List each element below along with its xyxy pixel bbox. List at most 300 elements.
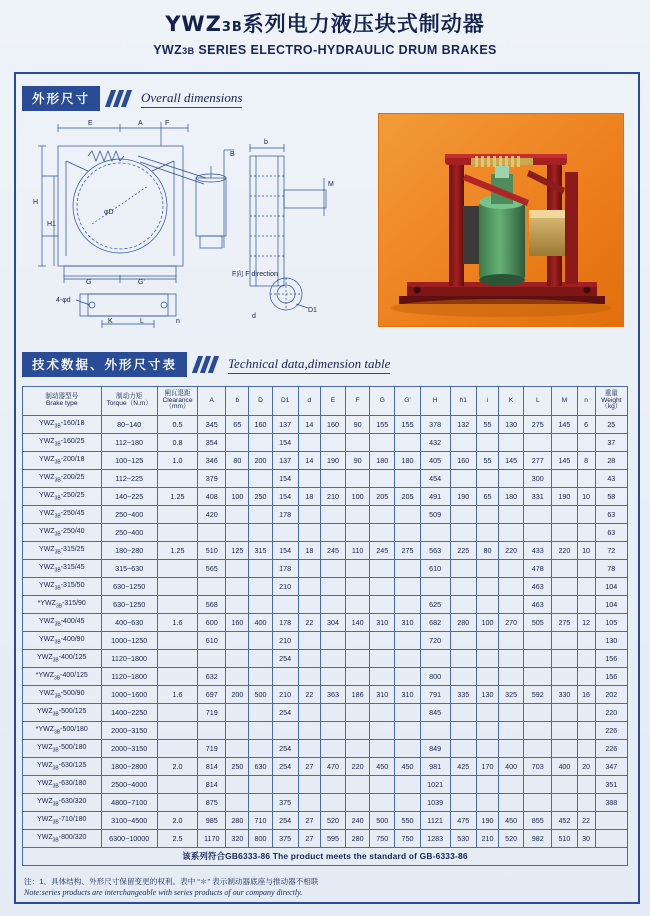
th-A: A [198, 387, 226, 416]
cell-clearance [157, 524, 197, 542]
cell-i [476, 668, 498, 686]
cell-D1: 375 [272, 794, 298, 812]
cell-b: 200 [226, 686, 249, 704]
table-row [23, 596, 628, 614]
table-row [23, 776, 628, 794]
cell-n [577, 776, 595, 794]
cell-A: 985 [198, 812, 226, 830]
cell-E: 470 [320, 758, 345, 776]
th-F: F [346, 387, 370, 416]
cell-i [476, 650, 498, 668]
cell-weight: 104 [595, 578, 627, 596]
cell-i [476, 704, 498, 722]
cell-G [370, 722, 395, 740]
cell-L: 300 [524, 470, 552, 488]
cell-E: 520 [320, 812, 345, 830]
cell-L [524, 740, 552, 758]
cell-i: 55 [476, 416, 498, 434]
cell-b: 125 [226, 542, 249, 560]
section-header-dimensions [22, 86, 242, 111]
cell-A: 379 [198, 470, 226, 488]
cell-A [198, 722, 226, 740]
cell-H: 720 [420, 632, 450, 650]
cell-b [226, 524, 249, 542]
cell-E [320, 794, 345, 812]
cell-H: 491 [420, 488, 450, 506]
cell-torque: 1400~2250 [101, 704, 157, 722]
cell-F [346, 524, 370, 542]
cell-G: 750 [370, 830, 395, 848]
cell-L [524, 632, 552, 650]
cell-L [524, 434, 552, 452]
cell-L: 703 [524, 758, 552, 776]
cell-A: 568 [198, 596, 226, 614]
cell-F: 240 [346, 812, 370, 830]
cell-D1: 254 [272, 758, 298, 776]
cell-H: 1121 [420, 812, 450, 830]
cell-D1: 137 [272, 452, 298, 470]
cell-Gprime [395, 434, 420, 452]
cell-H: 1283 [420, 830, 450, 848]
cell-clearance [157, 704, 197, 722]
cell-F [346, 722, 370, 740]
title-chinese [0, 8, 650, 38]
cell-D1 [272, 668, 298, 686]
svg-text:4-φd: 4-φd [56, 297, 71, 304]
svg-text:G: G [86, 279, 92, 286]
cell-E: 210 [320, 488, 345, 506]
cell-torque: 1800~2800 [101, 758, 157, 776]
cell-K [499, 434, 524, 452]
cell-M [552, 776, 577, 794]
cell-K: 270 [499, 614, 524, 632]
cell-M [552, 722, 577, 740]
cell-L: 982 [524, 830, 552, 848]
svg-text:D1: D1 [308, 307, 317, 314]
cell-D: 400 [249, 614, 272, 632]
cell-brake-type: $*YWZ_{3B}-315/90$ [23, 596, 102, 614]
cell-K [499, 668, 524, 686]
table-row [23, 632, 628, 650]
table-row [23, 722, 628, 740]
th-L: L [524, 387, 552, 416]
cell-clearance [157, 578, 197, 596]
cell-D1: 375 [272, 830, 298, 848]
cell-M: 220 [552, 542, 577, 560]
cell-clearance: 1.6 [157, 686, 197, 704]
cell-h1 [450, 722, 476, 740]
cell-brake-type: $YWZ_{3B}-160/25$ [23, 434, 102, 452]
cell-h1: 160 [450, 452, 476, 470]
cell-weight: 58 [595, 488, 627, 506]
cell-b [226, 740, 249, 758]
cell-b [226, 722, 249, 740]
cell-A: 408 [198, 488, 226, 506]
cell-n [577, 578, 595, 596]
standard-note-row [23, 848, 628, 866]
cell-D1 [272, 722, 298, 740]
cell-K: 325 [499, 686, 524, 704]
svg-text:K: K [108, 318, 113, 325]
cell-A [198, 650, 226, 668]
cell-G [370, 794, 395, 812]
technical-data-table [22, 386, 628, 866]
cell-E [320, 578, 345, 596]
svg-text:n: n [176, 318, 180, 325]
cell-D: 250 [249, 488, 272, 506]
cell-H: 378 [420, 416, 450, 434]
cell-b [226, 776, 249, 794]
cell-D [249, 776, 272, 794]
cell-K [499, 560, 524, 578]
cell-h1 [450, 578, 476, 596]
slash-decoration-icon-2 [195, 356, 216, 373]
cell-weight: 63 [595, 524, 627, 542]
table-row [23, 578, 628, 596]
th-K: K [499, 387, 524, 416]
cell-Gprime: 155 [395, 416, 420, 434]
cell-M [552, 578, 577, 596]
cell-D [249, 596, 272, 614]
cell-n: 10 [577, 488, 595, 506]
cell-G [370, 524, 395, 542]
section-en-dimensions: Overall dimensions [141, 90, 242, 108]
svg-text:d: d [252, 313, 256, 320]
cell-D: 200 [249, 452, 272, 470]
cell-H: 625 [420, 596, 450, 614]
cell-n [577, 506, 595, 524]
cell-A: 719 [198, 704, 226, 722]
cell-n [577, 794, 595, 812]
title-en-sub: 3B [182, 46, 195, 56]
cell-Gprime [395, 506, 420, 524]
cell-K [499, 506, 524, 524]
cell-H: 405 [420, 452, 450, 470]
cell-torque: 250~400 [101, 506, 157, 524]
cell-d [298, 776, 320, 794]
cell-G [370, 650, 395, 668]
cell-weight: 37 [595, 434, 627, 452]
cell-b [226, 704, 249, 722]
cell-H [420, 650, 450, 668]
cell-M [552, 560, 577, 578]
table-row [23, 560, 628, 578]
cell-H [420, 722, 450, 740]
cell-clearance: 2.5 [157, 830, 197, 848]
th-clearance: 闸瓦退距 Clearance（mm） [157, 387, 197, 416]
cell-h1 [450, 434, 476, 452]
cell-brake-type: $YWZ_{3B}-710/180$ [23, 812, 102, 830]
cell-M: 452 [552, 812, 577, 830]
cell-brake-type: $YWZ_{3B}-500/125$ [23, 704, 102, 722]
th-h1: h1 [450, 387, 476, 416]
cell-K: 520 [499, 830, 524, 848]
cell-E: 304 [320, 614, 345, 632]
cell-M [552, 740, 577, 758]
cell-b [226, 434, 249, 452]
cell-d: 14 [298, 416, 320, 434]
cell-D: 160 [249, 416, 272, 434]
cell-D [249, 794, 272, 812]
cell-Gprime: 275 [395, 542, 420, 560]
cell-K: 145 [499, 452, 524, 470]
cell-G [370, 434, 395, 452]
section-tag-dimensions: 外形尺寸 [22, 86, 100, 111]
cell-weight: 43 [595, 470, 627, 488]
cell-H: 981 [420, 758, 450, 776]
title-en-rest: SERIES ELECTRO-HYDRAULIC DRUM BRAKES [198, 43, 497, 57]
cell-brake-type: $YWZ_{3B}-500/180$ [23, 740, 102, 758]
title-cn-sub: 3B [221, 20, 243, 35]
cell-K [499, 578, 524, 596]
cell-A: 814 [198, 758, 226, 776]
title-cn-rest: 系列电力液压块式制动器 [242, 12, 485, 36]
cell-A: 345 [198, 416, 226, 434]
cell-torque: 180~280 [101, 542, 157, 560]
cell-n: 16 [577, 686, 595, 704]
cell-h1 [450, 740, 476, 758]
cell-E [320, 704, 345, 722]
cell-brake-type: $YWZ_{3B}-400/45$ [23, 614, 102, 632]
cell-d [298, 578, 320, 596]
cell-Gprime [395, 668, 420, 686]
cell-K [499, 470, 524, 488]
cell-D: 500 [249, 686, 272, 704]
footer-note [24, 876, 624, 899]
cell-weight: 130 [595, 632, 627, 650]
cell-L: 275 [524, 416, 552, 434]
cell-L: 592 [524, 686, 552, 704]
cell-b: 100 [226, 488, 249, 506]
cell-n: 8 [577, 452, 595, 470]
cell-K [499, 632, 524, 650]
cell-K: 450 [499, 812, 524, 830]
cell-D [249, 434, 272, 452]
cell-L: 855 [524, 812, 552, 830]
cell-d [298, 470, 320, 488]
cell-F [346, 776, 370, 794]
cell-A: 600 [198, 614, 226, 632]
svg-text:M: M [328, 181, 334, 188]
cell-L: 478 [524, 560, 552, 578]
cell-brake-type: $YWZ_{3B}-160/18$ [23, 416, 102, 434]
cell-D [249, 524, 272, 542]
cell-L [524, 650, 552, 668]
cell-brake-type: $YWZ_{3B}-315/45$ [23, 560, 102, 578]
cell-i [476, 776, 498, 794]
cell-E: 363 [320, 686, 345, 704]
cell-Gprime [395, 776, 420, 794]
cell-M [552, 632, 577, 650]
cell-b: 280 [226, 812, 249, 830]
cell-E [320, 434, 345, 452]
cell-torque: 80~140 [101, 416, 157, 434]
cell-M [552, 434, 577, 452]
th-n: n [577, 387, 595, 416]
cell-brake-type: $YWZ_{3B}-250/45$ [23, 506, 102, 524]
cell-L [524, 506, 552, 524]
cell-F [346, 668, 370, 686]
cell-H [420, 578, 450, 596]
cell-D1: 210 [272, 578, 298, 596]
cell-n [577, 722, 595, 740]
cell-clearance [157, 740, 197, 758]
cell-b [226, 578, 249, 596]
cell-A: 420 [198, 506, 226, 524]
cell-G: 205 [370, 488, 395, 506]
drawing-svg [28, 116, 358, 331]
cell-n [577, 524, 595, 542]
cell-b [226, 506, 249, 524]
table-row [23, 704, 628, 722]
cell-b [226, 668, 249, 686]
cell-L: 463 [524, 596, 552, 614]
cell-D1: 254 [272, 812, 298, 830]
cell-L: 505 [524, 614, 552, 632]
cell-torque: 112~180 [101, 434, 157, 452]
cell-M: 145 [552, 452, 577, 470]
cell-D1 [272, 776, 298, 794]
table-row [23, 470, 628, 488]
cell-Gprime [395, 632, 420, 650]
cell-D1: 154 [272, 488, 298, 506]
cell-M [552, 596, 577, 614]
cell-d: 27 [298, 830, 320, 848]
cell-F: 100 [346, 488, 370, 506]
svg-text:φD: φD [104, 209, 114, 216]
cell-d [298, 506, 320, 524]
cell-h1 [450, 704, 476, 722]
cell-D1: 254 [272, 740, 298, 758]
cell-E [320, 596, 345, 614]
cell-brake-type: $YWZ_{3B}-400/125$ [23, 650, 102, 668]
th-torque: 制动力矩 Torque（N.m） [101, 387, 157, 416]
cell-K [499, 704, 524, 722]
cell-D [249, 722, 272, 740]
cell-n [577, 704, 595, 722]
cell-M [552, 794, 577, 812]
cell-E [320, 524, 345, 542]
cell-h1: 425 [450, 758, 476, 776]
th-i: i [476, 387, 498, 416]
cell-F [346, 434, 370, 452]
cell-h1: 225 [450, 542, 476, 560]
cell-n: 6 [577, 416, 595, 434]
th-H: H [420, 387, 450, 416]
cell-weight: 105 [595, 614, 627, 632]
section-en-techdata: Technical data,dimension table [228, 356, 390, 374]
cell-d [298, 524, 320, 542]
cell-torque: 6300~10000 [101, 830, 157, 848]
cell-D [249, 578, 272, 596]
cell-A [198, 524, 226, 542]
cell-h1 [450, 632, 476, 650]
overall-dimensions-drawing [28, 116, 358, 331]
cell-weight: 63 [595, 506, 627, 524]
cell-F: 110 [346, 542, 370, 560]
cell-brake-type: $YWZ_{3B}-630/320$ [23, 794, 102, 812]
cell-L [524, 776, 552, 794]
standard-note: 该系列符合GB6333-86 The product meets the standard of GB-6333-86 [23, 848, 628, 866]
cell-clearance [157, 560, 197, 578]
cell-weight: 25 [595, 416, 627, 434]
cell-D [249, 704, 272, 722]
cell-d: 18 [298, 542, 320, 560]
table-row [23, 686, 628, 704]
cell-i [476, 434, 498, 452]
cell-A: 346 [198, 452, 226, 470]
cell-torque: 315~630 [101, 560, 157, 578]
cell-n [577, 632, 595, 650]
cell-D1: 178 [272, 506, 298, 524]
product-photo [378, 113, 624, 327]
cell-L: 463 [524, 578, 552, 596]
table-row [23, 830, 628, 848]
cell-i [476, 740, 498, 758]
cell-E [320, 740, 345, 758]
cell-i [476, 578, 498, 596]
cell-G: 180 [370, 452, 395, 470]
footer-note-cn: 注：1、具体结构、外形尺寸保留变更的权利。表中 “＊” 表示制动器底座与推动器不相联 [24, 877, 319, 886]
cell-L: 331 [524, 488, 552, 506]
cell-M: 145 [552, 416, 577, 434]
svg-text:H: H [33, 199, 39, 206]
cell-i: 170 [476, 758, 498, 776]
cell-D: 710 [249, 812, 272, 830]
section-tag-techdata: 技术数据、外形尺寸表 [22, 352, 187, 377]
cell-b [226, 596, 249, 614]
cell-D1: 254 [272, 704, 298, 722]
cell-i [476, 596, 498, 614]
cell-i [476, 506, 498, 524]
cell-Gprime: 310 [395, 686, 420, 704]
cell-D1 [272, 596, 298, 614]
cell-D1: 137 [272, 416, 298, 434]
cell-K [499, 722, 524, 740]
cell-A: 354 [198, 434, 226, 452]
cell-torque: 250~400 [101, 524, 157, 542]
th-D: D [249, 387, 272, 416]
cell-M: 275 [552, 614, 577, 632]
cell-b: 80 [226, 452, 249, 470]
cell-i [476, 470, 498, 488]
cell-d: 18 [298, 488, 320, 506]
cell-Gprime [395, 794, 420, 812]
cell-clearance: 2.0 [157, 812, 197, 830]
cell-K: 130 [499, 416, 524, 434]
cell-Gprime: 450 [395, 758, 420, 776]
cell-H: 563 [420, 542, 450, 560]
cell-E: 595 [320, 830, 345, 848]
cell-torque: 3100~4500 [101, 812, 157, 830]
cell-clearance [157, 776, 197, 794]
cell-A: 610 [198, 632, 226, 650]
cell-clearance [157, 722, 197, 740]
cell-D1: 210 [272, 632, 298, 650]
cell-Gprime [395, 524, 420, 542]
cell-d [298, 794, 320, 812]
cell-M [552, 470, 577, 488]
cell-torque: 140~225 [101, 488, 157, 506]
cell-D1: 154 [272, 434, 298, 452]
cell-i: 210 [476, 830, 498, 848]
cell-D1: 210 [272, 686, 298, 704]
cell-brake-type: $YWZ_{3B}-200/18$ [23, 452, 102, 470]
cell-G [370, 632, 395, 650]
cell-M: 510 [552, 830, 577, 848]
cell-i [476, 722, 498, 740]
cell-i: 55 [476, 452, 498, 470]
